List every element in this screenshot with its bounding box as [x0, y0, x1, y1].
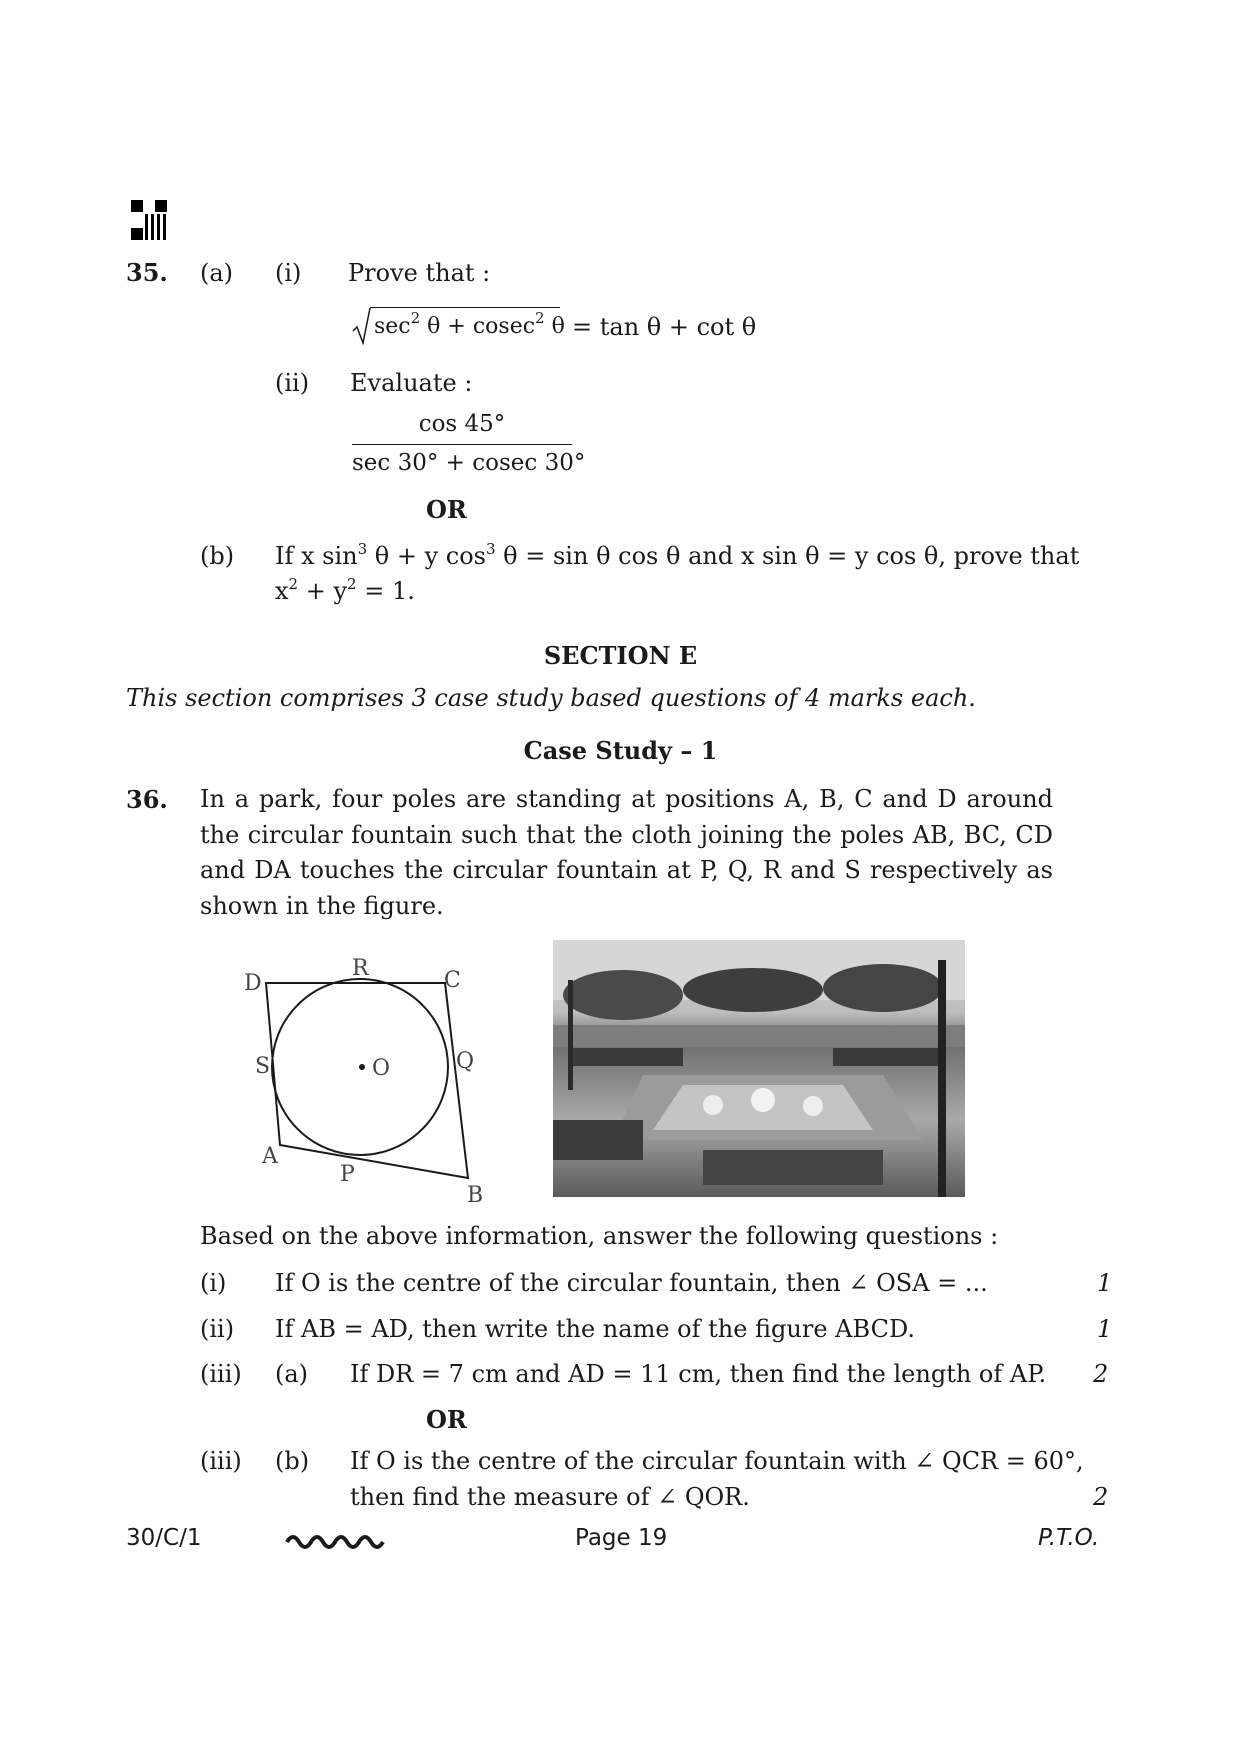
park-fountain-photo	[553, 940, 965, 1197]
sqrt-expression	[352, 307, 565, 343]
item-3b-sub: (b)	[275, 1447, 310, 1475]
prove-that-label: Prove that :	[348, 259, 491, 287]
label-p: P	[340, 1162, 355, 1187]
questions-lead: Based on the above information, answer the following questions :	[200, 1222, 999, 1250]
wave-ornament	[285, 1530, 385, 1550]
part-b-line2: $x^2 + y^2 = 1$.	[275, 575, 415, 605]
radical-sign	[352, 307, 372, 345]
item-3b-marks: 2	[1093, 1483, 1109, 1511]
section-intro: This section comprises 3 case study based questions of 4 marks each.	[126, 684, 976, 712]
pto-label: P.T.O.	[1038, 1525, 1100, 1551]
part-b-label: (b)	[200, 542, 235, 570]
item-3a-number: (iii)	[200, 1360, 242, 1388]
label-r: R	[352, 956, 369, 981]
fraction-numerator: cos 45°	[418, 411, 506, 437]
identity-rhs: = tan θ + cot θ	[572, 313, 757, 341]
section-heading: SECTION E	[543, 641, 698, 670]
item-3a-marks: 2	[1093, 1360, 1109, 1388]
label-c: C	[444, 968, 461, 993]
question-36-text: In a park, four poles are standing at positions A, B, C and D around the circular fountain such that the cloth joining the poles AB, BC, CD and DA touches the circular fountain at P, Q, R and S respectively as shown in the figure.	[200, 785, 1053, 920]
item-3a-sub: (a)	[275, 1360, 309, 1388]
case-study-title: Case Study – 1	[523, 736, 718, 765]
centre-dot	[359, 1064, 365, 1070]
part-a-label: (a)	[200, 259, 234, 287]
question-number-35: 35.	[126, 258, 168, 287]
item-1-marks: 1	[1097, 1269, 1113, 1297]
or-label-35: OR	[426, 495, 467, 524]
paper-code: 30/C/1	[126, 1525, 202, 1551]
quadrilateral-abcd	[266, 983, 468, 1178]
question-number-36: 36.	[126, 785, 168, 814]
item-3a-text: If DR = 7 cm and AD = 11 cm, then find the length of AP.	[350, 1360, 1047, 1388]
item-2-number: (ii)	[200, 1315, 235, 1343]
label-o: O	[372, 1056, 391, 1081]
item-3b-number: (iii)	[200, 1447, 242, 1475]
page-number: Page 19	[575, 1525, 668, 1551]
evaluate-label: Evaluate :	[350, 369, 473, 397]
fraction-denominator: sec 30° + cosec 30°	[352, 450, 586, 476]
or-label-36: OR	[426, 1405, 467, 1434]
tangent-quadrilateral-diagram	[230, 945, 500, 1210]
label-s: S	[255, 1054, 271, 1079]
item-3b-line1: If O is the centre of the circular fountain with ∠ QCR = 60°,	[350, 1447, 1084, 1475]
item-1-text: If O is the centre of the circular fountain, then ∠ OSA = ...	[275, 1269, 988, 1297]
label-q: Q	[456, 1049, 475, 1074]
item-2-marks: 1	[1097, 1315, 1113, 1343]
item-3b-line2: then find the measure of ∠ QOR.	[350, 1483, 750, 1511]
label-b: B	[467, 1183, 484, 1208]
part-a-ii-label: (ii)	[275, 369, 310, 397]
sqrt-content: $\sec^2 \theta + cosec^2$ θ	[374, 309, 565, 339]
label-d: D	[244, 971, 262, 996]
qr-code	[131, 200, 167, 240]
item-2-text: If AB = AD, then write the name of the figure ABCD.	[275, 1315, 915, 1343]
fraction-bar	[352, 444, 572, 445]
part-a-i-label: (i)	[275, 259, 302, 287]
label-a: A	[262, 1144, 278, 1169]
fraction	[352, 408, 586, 479]
item-1-number: (i)	[200, 1269, 227, 1297]
part-b-line1: If x $\sin^3 \theta + y$ $\cos^3 \theta = \sin \theta$ cos θ and x sin θ = y cos θ, prove that	[275, 540, 1080, 570]
